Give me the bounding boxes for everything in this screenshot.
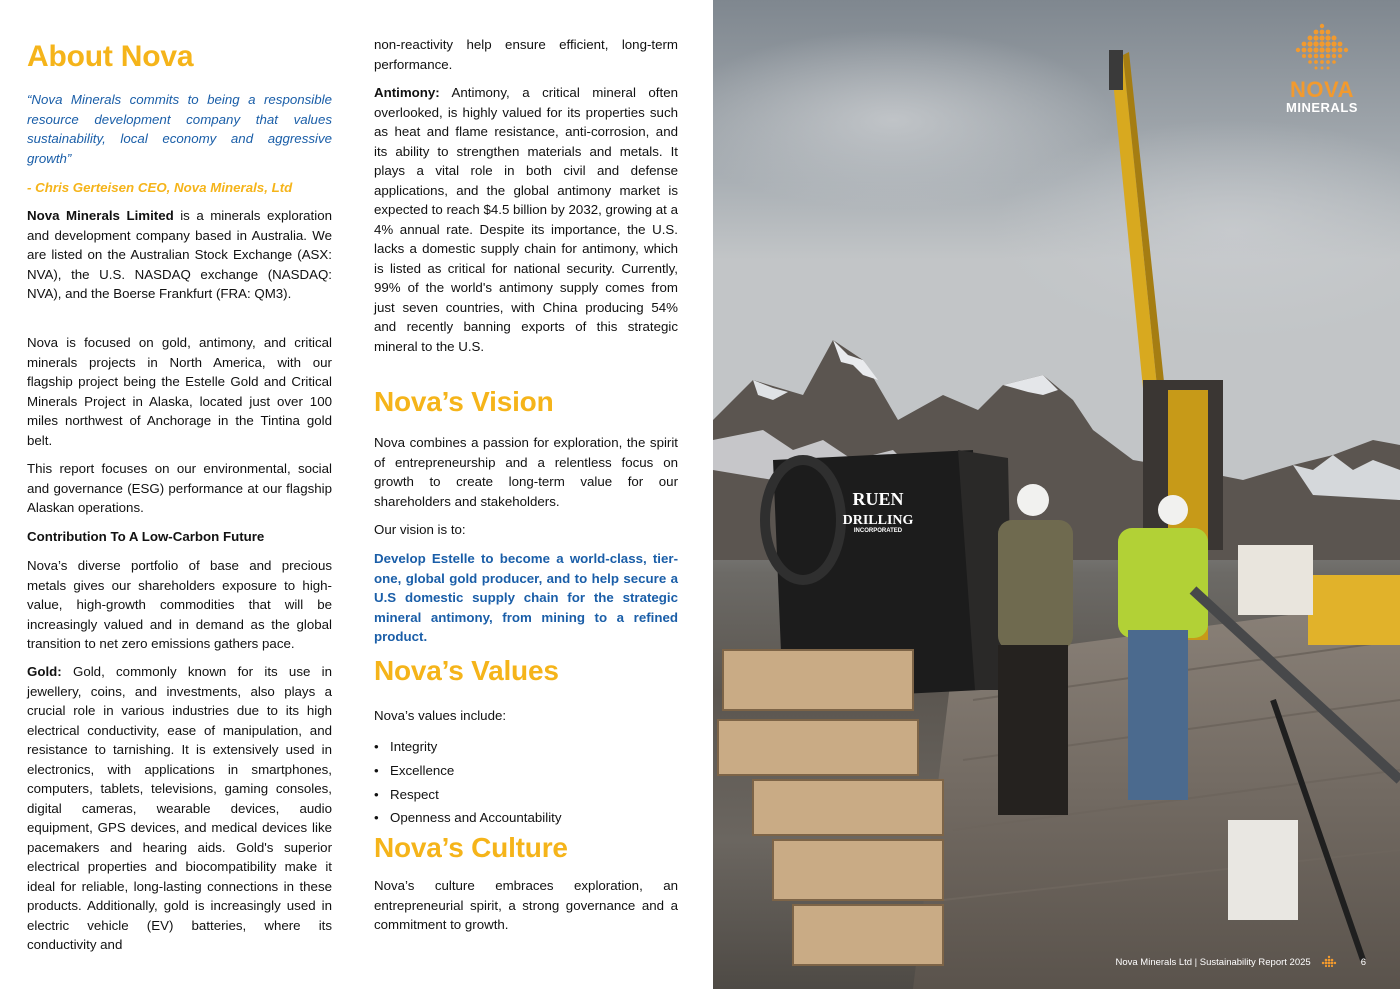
list-item: • Integrity: [374, 737, 678, 757]
antimony-paragraph: [374, 83, 678, 356]
vision-paragraph-2: Our vision is to:: [374, 522, 466, 537]
values-intro: Nova’s values include:: [374, 708, 507, 723]
logo-sub: MINERALS: [1286, 100, 1358, 115]
photo-scene: [713, 0, 1400, 989]
antimony-text: Antimony, a critical mineral often overlooked, is highly valued for its properties such as heat and flame resistance, anti-corrosion, and its ability to strengthen materials and metals. It plays a vital role in both civil and defense applications, and the global antimony market is expected to reach $4.5 billion by 2032, growing at a 4% annual rate. Despite its importance, the U.S. lacks a domestic supply chain for antimony, which is listed as critical for national security. Currently, 99% of the world's antimony supply comes from just seven countries, with China producing 54% and recently banning exports of this strategic mineral to the U.S.: [374, 85, 678, 354]
page-number: 6: [1360, 956, 1366, 968]
footer-logo-icon: [1319, 955, 1339, 969]
values-list: [374, 737, 678, 832]
list-item: • Openness and Accountability: [374, 808, 678, 828]
logo-dots-icon: [1290, 22, 1354, 74]
values-heading: Nova’s Values: [374, 655, 559, 686]
vision-paragraph-1: Nova combines a passion for exploration, the spirit of entrepreneurship and a relentless focus on growth to create long-term value for our shareholders and stakeholders.: [374, 435, 678, 509]
gold-text: Gold, commonly known for its use in jewellery, coins, and investments, also plays a crucial role in various industries due to its high electrical conductivity, ease of manipulation, and resistance to tarnishing. It is extensively used in electronics, with applications in smartphones, computers, tablets, televisions, gaming consoles, digital cameras, wearable devices, audio equipment, GPS devices, and medical devices like pacemakers and hearing aids. Gold's superior electrical properties and biocompatibility make it ideal for reliable, long-lasting connections in these products. Additionally, gold is increasingly used in electric vehicle (EV) batteries, where its conductivity and: [27, 664, 332, 952]
rig-sign-line3: INCORPORATED: [853, 528, 903, 534]
about-paragraph-3: This report focuses on our environmental, social and governance (ESG) performance at our flagship Alaskan operations.: [27, 461, 332, 515]
worker-left: [998, 484, 1073, 815]
about-paragraph-1: [27, 206, 332, 304]
footer-text: Nova Minerals Ltd | Sustainability Report 2025: [1115, 956, 1311, 968]
list-item: • Respect: [374, 785, 678, 805]
drilling-site-photo: [713, 0, 1400, 989]
about-quote: “Nova Minerals commits to being a responsible resource development company that values sustainability, local economy and aggressive growth”: [27, 92, 332, 166]
logo-word: NOVA: [1290, 77, 1354, 102]
antimony-label: Antimony:: [374, 85, 440, 100]
page-footer: [1115, 955, 1366, 969]
list-item: • Excellence: [374, 761, 678, 781]
quote-author: - Chris Gerteisen CEO, Nova Minerals, Ltd: [27, 180, 293, 195]
vision-heading: Nova’s Vision: [374, 386, 554, 417]
gold-paragraph: [27, 662, 332, 955]
rig-sign-line1: RUEN: [852, 489, 904, 509]
gold-label: Gold:: [27, 664, 62, 679]
gold-paragraph-continued: non-reactivity help ensure efficient, long-term performance.: [374, 37, 678, 72]
culture-paragraph: Nova’s culture embraces exploration, an entrepreneurial spirit, a strong governance and a commitment to growth.: [374, 878, 678, 932]
contribution-subheading: Contribution To A Low-Carbon Future: [27, 529, 265, 544]
culture-heading: Nova’s Culture: [374, 832, 568, 863]
rig-sign-line2: DRILLING: [842, 513, 914, 528]
about-paragraph-1-text: is a minerals exploration and development company based in Australia. We are listed on the Australian Stock Exchange (ASX: NVA), the U.S. NASDAQ exchange (NASDAQ: NVA), and the Boerse Frankfurt (FRA: QM3).: [27, 208, 332, 301]
about-heading: About Nova: [27, 40, 194, 73]
about-paragraph-2: Nova is focused on gold, antimony, and critical minerals projects in North America, with our flagship project being the Estelle Gold and Critical Minerals Project in Alaska, located just over 100 miles northwest of Anchorage in the Tintina gold belt.: [27, 335, 332, 448]
company-name: Nova Minerals Limited: [27, 208, 174, 223]
about-paragraph-4: Nova’s diverse portfolio of base and precious metals gives our shareholders exposure to high-value, high-growth commodities that will be increasingly valued and in demand as the global transition to net zero emissions gathers pace.: [27, 558, 332, 651]
vision-statement: Develop Estelle to become a world-class, tier-one, global gold producer, and to help secure a U.S domestic supply chain for the strategic mineral antimony, from mining to a refined product.: [374, 551, 678, 644]
nova-minerals-logo: [1282, 22, 1362, 115]
